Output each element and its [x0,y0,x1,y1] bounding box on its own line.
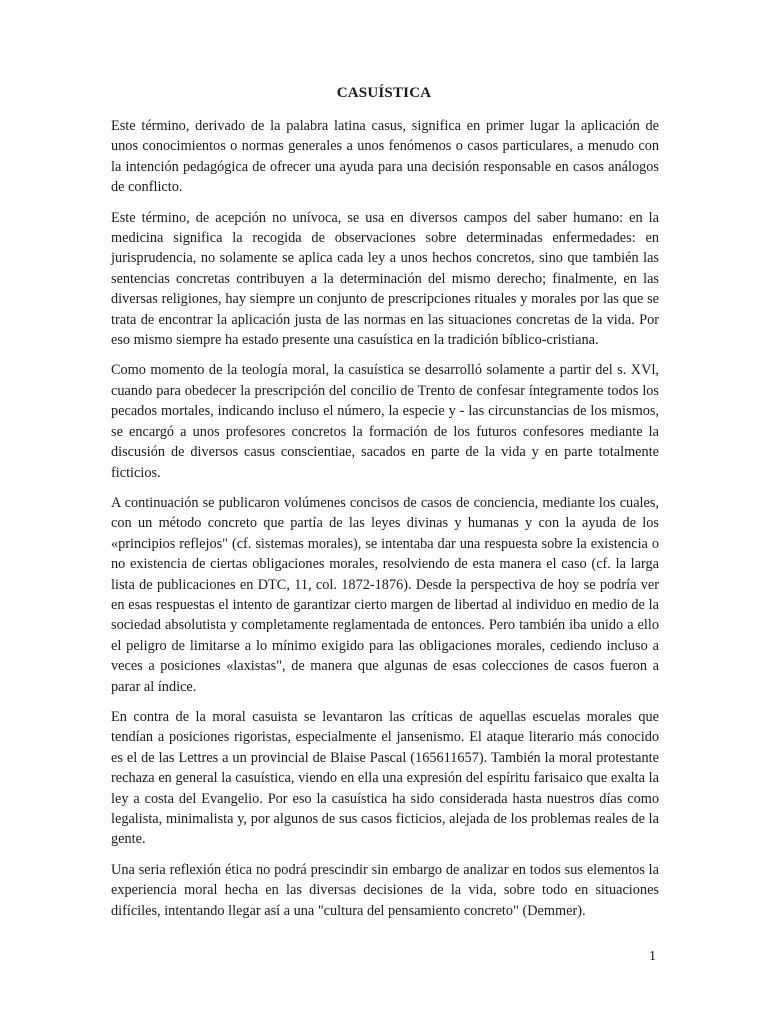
paragraph-5: En contra de la moral casuista se levantaron las críticas de aquellas escuelas morales que tendían a posiciones rigoristas, especialmente el jansenismo. El ataque literario más conocido es el de las Lettres a un provincial de Blaise Pascal (165611657). También la moral protestante rechaza en general la casuística, viendo en ella una expresión del espíritu farisaico que exalta la ley a costa del Evangelio. Por eso la casuística ha sido considerada hasta nuestros días como legalista, minimalista y, por algunos de sus casos ficticios, alejada de los problemas reales de la gente. [111,708,659,848]
paragraph-6: Una seria reflexión ética no podrá prescindir sin embargo de analizar en todos sus elementos la experiencia moral hecha en las diversas decisiones de la vida, sobre todo en situaciones difíciles, intentando llegar así a una "cultura del pensamiento concreto" (Demmer). [111,861,659,919]
paragraph-4: A continuación se publicaron volúmenes concisos de casos de conciencia, mediante los cuales, con un método concreto que partía de las leyes divinas y humanas y con la ayuda de los «principios reflejos" (cf. sistemas morales), se intentaba dar una respuesta sobre la existencia o no existencia de ciertas obligaciones morales, resolviendo de esta manera el caso (cf. la larga lista de publicaciones en DTC, 11, col. 1872-1876). Desde la perspectiva de hoy se podría ver en esas respuestas el intento de garantizar cierto margen de libertad al individuo en medio de la sociedad absolutista y completamente reglamentada de entonces. Pero también iba unido a ello el peligro de limitarse a lo mínimo exigido para las obligaciones morales, cediendo incluso a veces a posiciones «laxistas", de manera que algunas de esas colecciones de casos fueron a parar al índice. [111,494,659,695]
paragraph-3: Como momento de la teología moral, la casuística se desarrolló solamente a partir del s. XVl, cuando para obedecer la prescripción del concilio de Trento de confesar íntegramente todos los pecados mortales, indicando incluso el número, la especie y - las circunstancias de los mismos, se encargó a unos profesores concretos la formación de los futuros confesores mediante la discusión de diversos casus conscientiae, sacados en parte de la vida y en parte totalmente ficticios. [111,362,659,481]
document-body [111,116,659,931]
paragraph-2: Este término, de acepción no unívoca, se usa en diversos campos del saber humano: en la medicina significa la recogida de observaciones sobre determinadas enfermedades: en jurisprudencia, no solamente se aplica cada ley a unos hechos concretos, sino que también las sentencias concretas contribuyen a la determinación del mismo derecho; finalmente, en las diversas religiones, hay siempre un conjunto de prescripciones rituales y morales por las que se trata de encontrar la aplicación justa de las normas en las situaciones concretas de la vida. Por eso mismo siempre ha estado presente una casuística en la tradición bíblico-cristiana. [111,209,659,349]
paragraph-1: Este término, derivado de la palabra latina casus, significa en primer lugar la aplicación de unos conocimientos o normas generales a unos fenómenos o casos particulares, a menudo con la intención pedagógica de ofrecer una ayuda para una decisión responsable en casos análogos de conflicto. [111,118,659,196]
document-title: CASUÍSTICA [336,85,432,101]
page-number: 1 [649,949,656,964]
